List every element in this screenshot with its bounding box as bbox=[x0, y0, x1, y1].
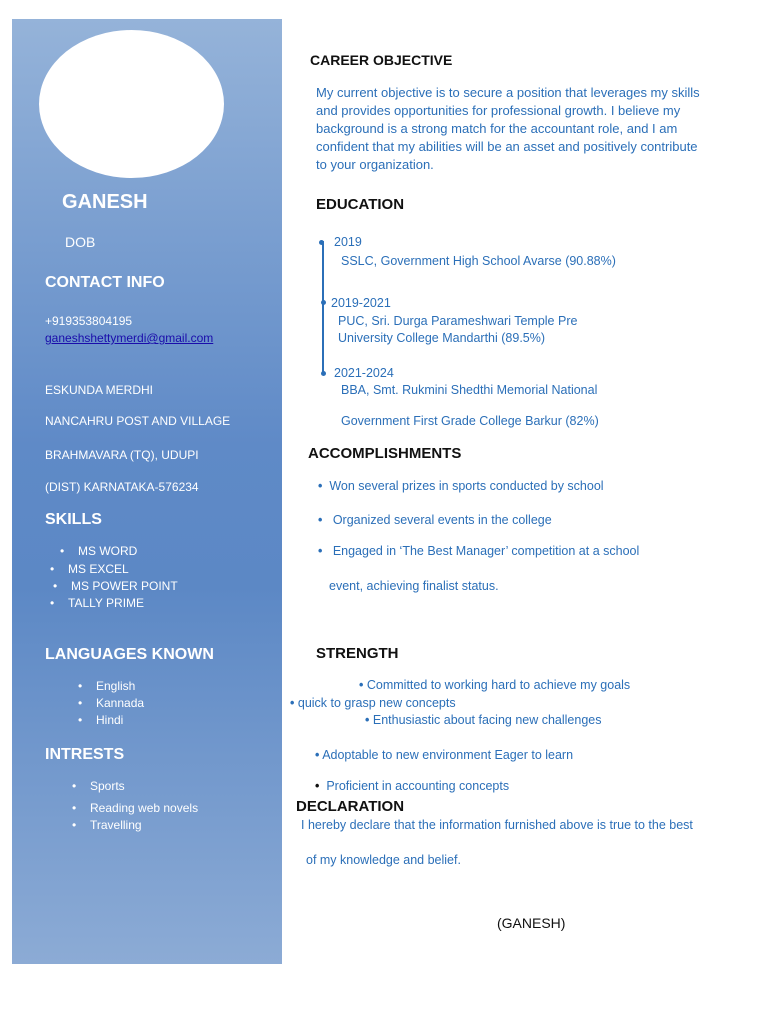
timeline-dot-icon bbox=[321, 300, 326, 305]
skill-item: • TALLY PRIME bbox=[68, 596, 144, 610]
education-detail: Government First Grade College Barkur (82%) bbox=[341, 414, 599, 428]
language-item: • Hindi bbox=[96, 713, 123, 727]
accomplishment-item: • Engaged in ‘The Best Manager’ competition at a school bbox=[318, 544, 640, 558]
career-line: My current objective is to secure a position that leverages my skills bbox=[316, 85, 700, 100]
interests-heading: INTRESTS bbox=[45, 746, 125, 763]
career-line: to your organization. bbox=[316, 157, 434, 172]
address-line: ESKUNDA MERDHI bbox=[45, 383, 154, 397]
strength-item: • quick to grasp new concepts bbox=[290, 696, 456, 710]
languages-heading: LANGUAGES KNOWN bbox=[45, 646, 214, 663]
strength-item: • Committed to working hard to achieve my goals bbox=[359, 678, 631, 692]
career-objective-text bbox=[316, 84, 700, 174]
timeline-dot-icon bbox=[321, 371, 326, 376]
strength-heading: STRENGTH bbox=[316, 645, 399, 662]
address-line: BRAHMAVARA (TQ), UDUPI bbox=[45, 448, 199, 462]
language-item: • English bbox=[96, 679, 135, 693]
strength-item: • Proficient in accounting concepts bbox=[315, 779, 510, 793]
accomplishment-item: • Organized several events in the college bbox=[318, 513, 552, 527]
email-link[interactable]: ganeshshettymerdi@gmail.com bbox=[45, 331, 214, 345]
skills-heading: SKILLS bbox=[45, 511, 102, 528]
education-detail: University College Mandarthi (89.5%) bbox=[338, 331, 546, 345]
career-objective-heading: CAREER OBJECTIVE bbox=[310, 52, 453, 68]
education-heading: EDUCATION bbox=[316, 196, 405, 213]
education-detail: PUC, Sri. Durga Parameshwari Temple Pre bbox=[338, 314, 578, 328]
skill-item: • MS POWER POINT bbox=[71, 579, 178, 593]
strength-text: Adoptable to new environment Eager to learn bbox=[322, 748, 574, 762]
accomplishment-item: • Won several prizes in sports conducted by school bbox=[318, 479, 604, 493]
education-year: 2019 bbox=[334, 235, 362, 249]
education-detail: SSLC, Government High School Avarse (90.88%) bbox=[341, 254, 616, 268]
education-detail: BBA, Smt. Rukmini Shedthi Memorial National bbox=[341, 383, 598, 397]
career-line: background is a strong match for the accountant role, and I am bbox=[316, 121, 678, 136]
interest-item: • Travelling bbox=[90, 818, 142, 832]
interest-item: • Sports bbox=[90, 779, 125, 793]
profile-photo-placeholder bbox=[39, 30, 224, 178]
strength-text: Proficient in accounting concepts bbox=[326, 779, 510, 793]
accomplishment-text: Won several prizes in sports conducted by school bbox=[329, 479, 604, 493]
address-line: (DIST) KARNATAKA-576234 bbox=[45, 480, 199, 494]
contact-heading: CONTACT INFO bbox=[45, 274, 165, 291]
education-timeline-line bbox=[322, 241, 324, 375]
timeline-dot-icon bbox=[319, 240, 324, 245]
career-line: confident that my abilities will be an asset and positively contribute bbox=[316, 139, 698, 154]
declaration-heading: DECLARATION bbox=[296, 798, 405, 815]
education-year: 2019-2021 bbox=[331, 296, 391, 310]
strength-item: • Adoptable to new environment Eager to learn bbox=[315, 748, 574, 762]
interest-item: • Reading web novels bbox=[90, 801, 198, 815]
accomplishment-continuation: event, achieving finalist status. bbox=[329, 579, 499, 593]
education-year: 2021-2024 bbox=[334, 366, 394, 380]
phone-number: +919353804195 bbox=[45, 314, 133, 328]
candidate-name: GANESH bbox=[62, 191, 148, 213]
strength-text: Committed to working hard to achieve my goals bbox=[366, 678, 631, 692]
skill-item: • MS WORD bbox=[78, 544, 137, 558]
strength-text: Enthusiastic about facing new challenges bbox=[372, 713, 602, 727]
skill-item: • MS EXCEL bbox=[68, 562, 129, 576]
signature-name: (GANESH) bbox=[497, 915, 566, 931]
declaration-text: of my knowledge and belief. bbox=[306, 853, 461, 867]
accomplishments-heading: ACCOMPLISHMENTS bbox=[308, 445, 462, 462]
career-line: and provides opportunities for professional growth. I believe my bbox=[316, 103, 681, 118]
strength-text: quick to grasp new concepts bbox=[297, 696, 456, 710]
declaration-text: I hereby declare that the information furnished above is true to the best bbox=[301, 818, 693, 832]
accomplishment-text: Engaged in ‘The Best Manager’ competition at a school bbox=[332, 544, 640, 558]
language-item: • Kannada bbox=[96, 696, 144, 710]
strength-item: • Enthusiastic about facing new challenges bbox=[365, 713, 602, 727]
accomplishment-text: Organized several events in the college bbox=[332, 513, 552, 527]
dob-label: DOB bbox=[65, 234, 96, 250]
address-line: NANCAHRU POST AND VILLAGE bbox=[45, 414, 231, 428]
